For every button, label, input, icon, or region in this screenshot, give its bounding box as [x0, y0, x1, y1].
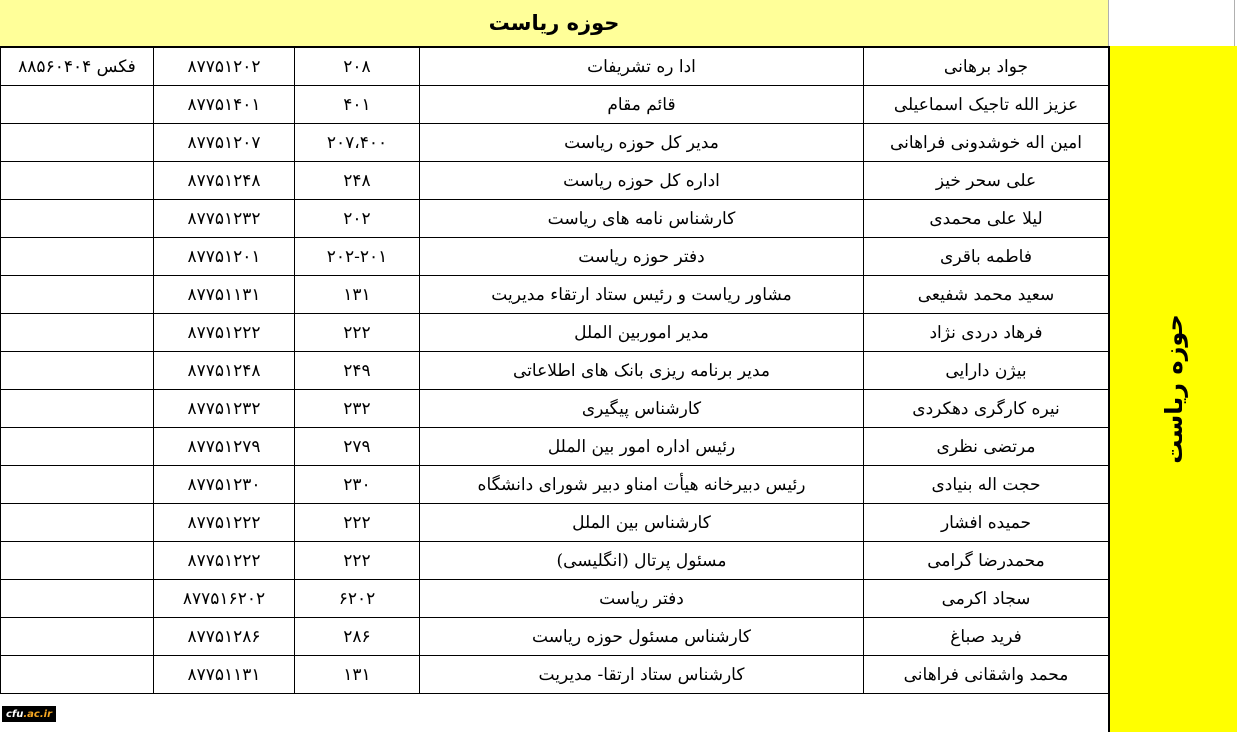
position-cell: ادا ره تشریفات — [420, 48, 864, 86]
fax-cell — [1, 580, 154, 618]
name-cell: بیژن دارایی — [864, 352, 1109, 390]
name-cell: محمدرضا گرامی — [864, 542, 1109, 580]
table-row — [1, 162, 1109, 200]
phone-cell: ۸۷۷۵۱۲۷۹ — [154, 428, 295, 466]
phone-cell: ۸۷۷۵۱۲۰۱ — [154, 238, 295, 276]
fax-cell — [1, 542, 154, 580]
name-cell: مرتضی نظری — [864, 428, 1109, 466]
phone-cell: ۸۷۷۵۱۲۲۲ — [154, 314, 295, 352]
fax-cell — [1, 390, 154, 428]
name-cell: عزیز الله تاجیک اسماعیلی — [864, 86, 1109, 124]
phone-cell: ۸۷۷۵۱۱۳۱ — [154, 656, 295, 694]
position-cell: کارشناس پیگیری — [420, 390, 864, 428]
name-cell: سعید محمد شفیعی — [864, 276, 1109, 314]
extension-cell: ۲۰۷،۴۰۰ — [295, 124, 420, 162]
table-row — [1, 314, 1109, 352]
phone-cell: ۸۷۷۵۱۲۳۰ — [154, 466, 295, 504]
fax-cell — [1, 314, 154, 352]
extension-cell: ۲۴۸ — [295, 162, 420, 200]
logo-suffix: .ac.ir — [23, 708, 53, 720]
table-row — [1, 656, 1109, 694]
position-cell: کارشناس مسئول حوزه ریاست — [420, 618, 864, 656]
extension-cell: ۲۲۲ — [295, 504, 420, 542]
table-row — [1, 428, 1109, 466]
table-row — [1, 618, 1109, 656]
table-row — [1, 580, 1109, 618]
position-cell: رئیس دبیرخانه هیأت امناو دبیر شورای دانشگاه — [420, 466, 864, 504]
extension-cell: ۲۳۲ — [295, 390, 420, 428]
position-cell: دفتر حوزه ریاست — [420, 238, 864, 276]
table-row — [1, 200, 1109, 238]
position-cell: کارشناس بین الملل — [420, 504, 864, 542]
table-row — [1, 352, 1109, 390]
table-row — [1, 466, 1109, 504]
name-cell: فرهاد دردی نژاد — [864, 314, 1109, 352]
position-cell: مدیر برنامه ریزی بانک های اطلاعاتی — [420, 352, 864, 390]
extension-cell: ۱۳۱ — [295, 276, 420, 314]
table-row — [1, 390, 1109, 428]
phone-cell: ۸۷۷۵۱۴۰۱ — [154, 86, 295, 124]
section-label: حوزه ریاست — [1159, 314, 1188, 464]
corner-cell — [1109, 0, 1237, 48]
name-cell: فرید صباغ — [864, 618, 1109, 656]
position-cell: دفتر ریاست — [420, 580, 864, 618]
section-label-cell — [1108, 46, 1237, 732]
extension-cell: ۲۰۸ — [295, 48, 420, 86]
position-cell: رئیس اداره امور بین الملل — [420, 428, 864, 466]
phone-cell: ۸۷۷۵۱۲۳۲ — [154, 390, 295, 428]
table-row — [1, 276, 1109, 314]
name-cell: نیره کارگری دهکردی — [864, 390, 1109, 428]
gridline — [1234, 0, 1235, 46]
directory-table — [0, 47, 1109, 694]
name-cell: جواد برهانی — [864, 48, 1109, 86]
name-cell: علی سحر خیز — [864, 162, 1109, 200]
table-row — [1, 86, 1109, 124]
fax-cell — [1, 618, 154, 656]
phone-cell: ۸۷۷۵۱۲۲۲ — [154, 542, 295, 580]
position-cell: کارشناس ستاد ارتقا- مدیریت — [420, 656, 864, 694]
position-cell: اداره کل حوزه ریاست — [420, 162, 864, 200]
fax-cell — [1, 276, 154, 314]
extension-cell: ۴۰۱ — [295, 86, 420, 124]
position-cell: کارشناس نامه های ریاست — [420, 200, 864, 238]
fax-cell — [1, 656, 154, 694]
extension-cell: ۲۳۰ — [295, 466, 420, 504]
fax-cell — [1, 504, 154, 542]
extension-cell: ۲۲۲ — [295, 542, 420, 580]
phone-cell: ۸۷۷۵۱۲۳۲ — [154, 200, 295, 238]
phone-cell: ۸۷۷۵۱۲۴۸ — [154, 352, 295, 390]
name-cell: حمیده افشار — [864, 504, 1109, 542]
phone-cell: ۸۷۷۵۱۲۰۲ — [154, 48, 295, 86]
fax-cell: ۸۸۵۶۰۴۰۴ فکس — [1, 48, 154, 86]
phone-cell: ۸۷۷۵۱۲۸۶ — [154, 618, 295, 656]
position-cell: مدیر کل حوزه ریاست — [420, 124, 864, 162]
extension-cell: ۲۲۲ — [295, 314, 420, 352]
fax-cell — [1, 200, 154, 238]
table-row — [1, 542, 1109, 580]
table-row — [1, 48, 1109, 86]
extension-cell: ۶۲۰۲ — [295, 580, 420, 618]
phone-cell: ۸۷۷۵۱۱۳۱ — [154, 276, 295, 314]
name-cell: محمد واشقانی فراهانی — [864, 656, 1109, 694]
name-cell: فاطمه باقری — [864, 238, 1109, 276]
fax-cell — [1, 124, 154, 162]
fax-cell — [1, 466, 154, 504]
position-cell: مدیر اموربین الملل — [420, 314, 864, 352]
sheet-title-cell — [0, 0, 1109, 48]
cfu-logo — [2, 706, 56, 722]
fax-cell — [1, 162, 154, 200]
name-cell: حجت اله بنیادی — [864, 466, 1109, 504]
fax-cell — [1, 86, 154, 124]
fax-cell — [1, 428, 154, 466]
phone-cell: ۸۷۷۵۱۲۴۸ — [154, 162, 295, 200]
phone-cell: ۸۷۷۵۱۶۲۰۲ — [154, 580, 295, 618]
extension-cell: ۲۰۲ — [295, 200, 420, 238]
extension-cell: ۲۰۲-۲۰۱ — [295, 238, 420, 276]
extension-cell: ۲۴۹ — [295, 352, 420, 390]
phone-cell: ۸۷۷۵۱۲۰۷ — [154, 124, 295, 162]
position-cell: مشاور ریاست و رئیس ستاد ارتقاء مدیریت — [420, 276, 864, 314]
fax-cell — [1, 352, 154, 390]
name-cell: امین اله خوشدونی فراهانی — [864, 124, 1109, 162]
extension-cell: ۲۷۹ — [295, 428, 420, 466]
fax-cell — [1, 238, 154, 276]
extension-cell: ۲۸۶ — [295, 618, 420, 656]
table-row — [1, 124, 1109, 162]
table-row — [1, 238, 1109, 276]
position-cell: مسئول پرتال (انگلیسی) — [420, 542, 864, 580]
extension-cell: ۱۳۱ — [295, 656, 420, 694]
sheet-title: حوزه ریاست — [488, 11, 620, 35]
logo-brand: cfu — [5, 708, 24, 720]
name-cell: سجاد اکرمی — [864, 580, 1109, 618]
phone-cell: ۸۷۷۵۱۲۲۲ — [154, 504, 295, 542]
position-cell: قائم مقام — [420, 86, 864, 124]
name-cell: لیلا علی محمدی — [864, 200, 1109, 238]
table-row — [1, 504, 1109, 542]
